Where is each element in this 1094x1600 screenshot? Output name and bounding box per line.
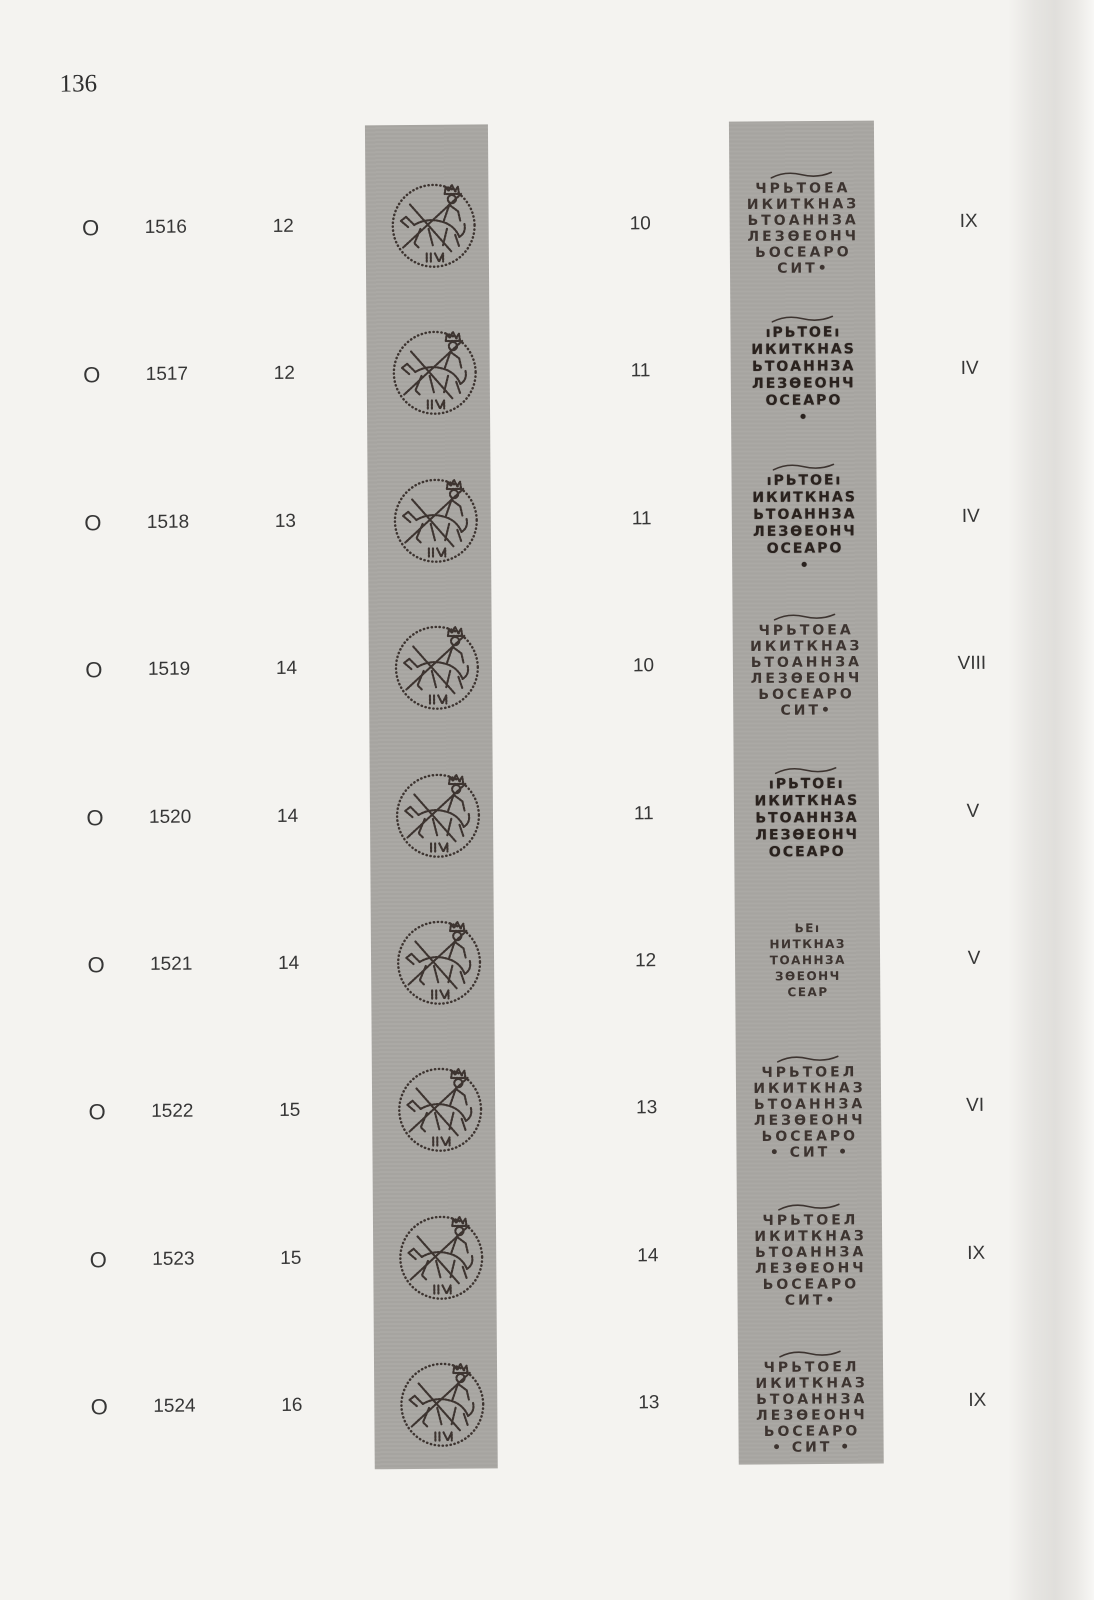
titlo-mark-icon bbox=[773, 612, 837, 622]
inscription-line: ТОАННЗА bbox=[769, 952, 846, 968]
obverse-coin-image bbox=[389, 474, 482, 567]
inscription-line: • bbox=[799, 557, 811, 574]
obverse-number: 14 bbox=[275, 658, 298, 680]
type-roman-numeral: IX bbox=[967, 1242, 986, 1264]
reverse-inscription bbox=[731, 324, 874, 427]
inscription-line: ЛЕЗѲЕОНЧ bbox=[750, 670, 863, 688]
inscription-line: ЬОСЕАРО bbox=[758, 686, 855, 704]
inscription-line: ЛЕЗѲЕОНЧ bbox=[751, 375, 856, 393]
inscription-line: СИТ• bbox=[777, 260, 830, 277]
catalog-number: 1518 bbox=[146, 511, 190, 533]
inscription-line: ЧРЬТОЕА bbox=[758, 622, 854, 640]
titlo-mark-icon bbox=[769, 169, 833, 179]
row-letter-mark: O bbox=[87, 952, 105, 978]
inscription-line: ИКИТКНАЗ bbox=[755, 1375, 868, 1393]
inscription-line: НИТКНАЗ bbox=[769, 936, 846, 952]
inscription-line: • СИТ • bbox=[771, 1439, 853, 1457]
catalog-number: 1517 bbox=[145, 364, 189, 386]
inscription-line: ЬТОАННЗА bbox=[753, 1096, 866, 1114]
obverse-number: 15 bbox=[280, 1247, 302, 1269]
obverse-coin-image bbox=[387, 179, 480, 272]
titlo-mark-icon bbox=[777, 1201, 841, 1211]
inscription-line: ЛЕЗѲЕОНЧ bbox=[754, 1259, 867, 1277]
catalog-number: 1524 bbox=[153, 1395, 196, 1418]
row-letter-mark: O bbox=[86, 804, 104, 830]
inscription-line: ЬТОАННЗА bbox=[756, 1391, 868, 1409]
inscription-line: ЬОСЕАРО bbox=[755, 244, 852, 261]
catalog-row bbox=[9, 1212, 1094, 1309]
horseman-with-spear-coin-icon bbox=[389, 474, 482, 567]
reverse-coin-image bbox=[731, 313, 874, 427]
reverse-inscription bbox=[736, 920, 879, 1001]
type-roman-numeral: IV bbox=[960, 358, 979, 380]
row-letter-mark: O bbox=[90, 1394, 108, 1420]
inscription-line: СЕАР bbox=[787, 984, 829, 1000]
reverse-number: 11 bbox=[631, 508, 652, 530]
page-number: 136 bbox=[59, 70, 98, 98]
obverse-coin-image bbox=[394, 1064, 487, 1157]
reverse-number: 11 bbox=[633, 802, 654, 824]
inscription-line: ИКИТКНАЅ bbox=[754, 792, 860, 810]
obverse-number: 12 bbox=[273, 363, 295, 385]
row-letter-mark: O bbox=[82, 215, 100, 241]
titlo-mark-icon bbox=[770, 314, 834, 324]
inscription-line: ЛЕЗѲЕОНЧ bbox=[756, 1407, 868, 1425]
inscription-line: ЬОСЕАРО bbox=[762, 1276, 860, 1293]
obverse-number: 12 bbox=[272, 215, 294, 238]
titlo-mark-icon bbox=[778, 1349, 842, 1359]
inscription-line: ıРЬТОЕı bbox=[765, 324, 842, 342]
inscription-line: ЛЕЗѲЕОНЧ bbox=[755, 826, 859, 844]
catalog-number: 1519 bbox=[147, 658, 191, 681]
reverse-coin-image bbox=[735, 764, 878, 861]
obverse-coin-image bbox=[396, 1359, 489, 1452]
obverse-number: 14 bbox=[277, 952, 300, 974]
horseman-with-spear-coin-icon bbox=[387, 179, 480, 272]
reverse-number: 13 bbox=[636, 1097, 658, 1119]
type-roman-numeral: IX bbox=[959, 210, 978, 232]
type-roman-numeral: VIII bbox=[957, 652, 987, 675]
obverse-coin-image bbox=[393, 916, 486, 1009]
inscription-line: ЬТОАННЗА bbox=[755, 1243, 867, 1261]
catalog-row bbox=[5, 622, 1094, 719]
inscription-line: СИТ• bbox=[784, 1292, 838, 1309]
reverse-number: 12 bbox=[634, 950, 657, 972]
inscription-line: ЬТОАННЗА bbox=[755, 809, 859, 827]
obverse-coin-image bbox=[388, 327, 481, 420]
inscription-line: ıРЬТОЕı bbox=[766, 472, 843, 489]
inscription-line: • СИТ • bbox=[769, 1144, 851, 1162]
titlo-mark-icon bbox=[776, 1054, 840, 1064]
titlo-mark-icon bbox=[774, 764, 838, 774]
obverse-number: 14 bbox=[276, 805, 299, 827]
reverse-coin-image bbox=[736, 920, 879, 1001]
catalog-row bbox=[2, 180, 1094, 277]
catalog-row bbox=[8, 1064, 1094, 1162]
catalog-row bbox=[10, 1359, 1094, 1457]
type-roman-numeral: IV bbox=[961, 505, 980, 527]
obverse-coin-image bbox=[392, 769, 485, 862]
inscription-line: ЬОСЕАРО bbox=[763, 1423, 861, 1441]
inscription-line: СИТ• bbox=[780, 702, 834, 719]
row-letter-mark: O bbox=[88, 1099, 106, 1125]
inscription-line: ИКИТКНАЗ bbox=[753, 1080, 866, 1098]
titlo-mark-icon bbox=[771, 461, 835, 471]
reverse-coin-image bbox=[738, 1201, 881, 1309]
obverse-coin-image bbox=[395, 1211, 488, 1304]
inscription-line: ИКИТКНАЗ bbox=[746, 196, 860, 214]
reverse-inscription bbox=[735, 775, 878, 861]
reverse-coin-image bbox=[734, 611, 877, 719]
inscription-line: ОСЕАРО bbox=[766, 540, 844, 557]
inscription-line: ИКИТКНАЗ bbox=[750, 638, 863, 656]
catalog-row bbox=[7, 921, 1094, 1000]
inscription-line: ОСЕАРО bbox=[765, 392, 843, 410]
reverse-number: 10 bbox=[629, 213, 651, 235]
catalog-number: 1520 bbox=[148, 806, 192, 828]
reverse-number: 14 bbox=[637, 1245, 659, 1267]
catalog-row bbox=[4, 472, 1094, 574]
type-roman-numeral: V bbox=[967, 947, 981, 969]
inscription-line: ИКИТКНАЅ bbox=[752, 489, 857, 506]
catalog-row bbox=[3, 324, 1094, 427]
horseman-with-spear-coin-icon bbox=[392, 769, 485, 862]
reverse-inscription bbox=[732, 472, 875, 575]
reverse-number: 13 bbox=[638, 1392, 660, 1414]
reverse-inscription bbox=[739, 1359, 882, 1456]
catalog-number: 1522 bbox=[151, 1101, 194, 1123]
inscription-line: ЛЕЗѲЕОНЧ bbox=[753, 523, 857, 540]
inscription-line: ЧРЬТОЕЛ bbox=[762, 1212, 859, 1229]
horseman-with-spear-coin-icon bbox=[396, 1359, 489, 1452]
reverse-number: 10 bbox=[632, 655, 655, 677]
row-letter-mark: O bbox=[85, 657, 103, 683]
inscription-line: ЬТОАННЗА bbox=[747, 212, 859, 230]
catalog-number: 1516 bbox=[144, 216, 188, 238]
inscription-line: • bbox=[798, 409, 810, 427]
inscription-line: ЛЕЗѲЕОНЧ bbox=[747, 228, 860, 246]
reverse-coin-image bbox=[730, 169, 873, 277]
horseman-with-spear-coin-icon bbox=[393, 916, 486, 1009]
inscription-line: ЧРЬТОЕЛ bbox=[763, 1359, 860, 1377]
inscription-line: ИКИТКНАЗ bbox=[754, 1227, 867, 1245]
inscription-line: ЬОСЕАРО bbox=[761, 1128, 859, 1146]
inscription-line: ЬТОАННЗА bbox=[750, 654, 863, 672]
obverse-number: 16 bbox=[281, 1395, 303, 1417]
inscription-line: ЛЕЗѲЕОНЧ bbox=[753, 1112, 866, 1130]
inscription-line: ЬЕı bbox=[794, 921, 821, 936]
inscription-line: ЬТОАННЗА bbox=[753, 506, 857, 523]
catalog-number: 1521 bbox=[149, 953, 193, 975]
type-roman-numeral: VI bbox=[966, 1095, 985, 1117]
horseman-with-spear-coin-icon bbox=[391, 622, 484, 715]
reverse-inscription bbox=[738, 1212, 881, 1309]
inscription-line: ıРЬТОЕı bbox=[768, 775, 845, 792]
catalog-row bbox=[6, 775, 1094, 860]
reverse-number: 11 bbox=[630, 360, 651, 382]
horseman-with-spear-coin-icon bbox=[394, 1064, 487, 1157]
reverse-coin-image bbox=[739, 1348, 882, 1456]
reverse-coin-image bbox=[737, 1053, 880, 1161]
inscription-line: ЬТОАННЗА bbox=[752, 358, 856, 376]
type-roman-numeral: IX bbox=[968, 1389, 987, 1412]
inscription-line: ЗѲЕОНЧ bbox=[774, 968, 841, 984]
obverse-coin-image bbox=[391, 622, 484, 715]
inscription-line: ИКИТКНАЅ bbox=[751, 341, 856, 359]
inscription-line: ОСЕАРО bbox=[768, 843, 846, 860]
horseman-with-spear-coin-icon bbox=[395, 1211, 488, 1304]
reverse-inscription bbox=[737, 1064, 880, 1161]
reverse-coin-image bbox=[732, 461, 875, 575]
inscription-line: ЧРЬТОЕА bbox=[755, 180, 851, 197]
horseman-with-spear-coin-icon bbox=[388, 327, 481, 420]
reverse-inscription bbox=[734, 622, 877, 719]
row-letter-mark: O bbox=[83, 362, 101, 388]
row-letter-mark: O bbox=[84, 510, 102, 536]
obverse-number: 13 bbox=[274, 510, 297, 532]
reverse-inscription bbox=[730, 180, 873, 277]
type-roman-numeral: V bbox=[966, 800, 980, 822]
catalog-number: 1523 bbox=[152, 1248, 195, 1270]
obverse-number: 15 bbox=[279, 1100, 301, 1122]
inscription-line: ЧРЬТОЕЛ bbox=[761, 1064, 858, 1082]
row-letter-mark: O bbox=[89, 1247, 107, 1273]
